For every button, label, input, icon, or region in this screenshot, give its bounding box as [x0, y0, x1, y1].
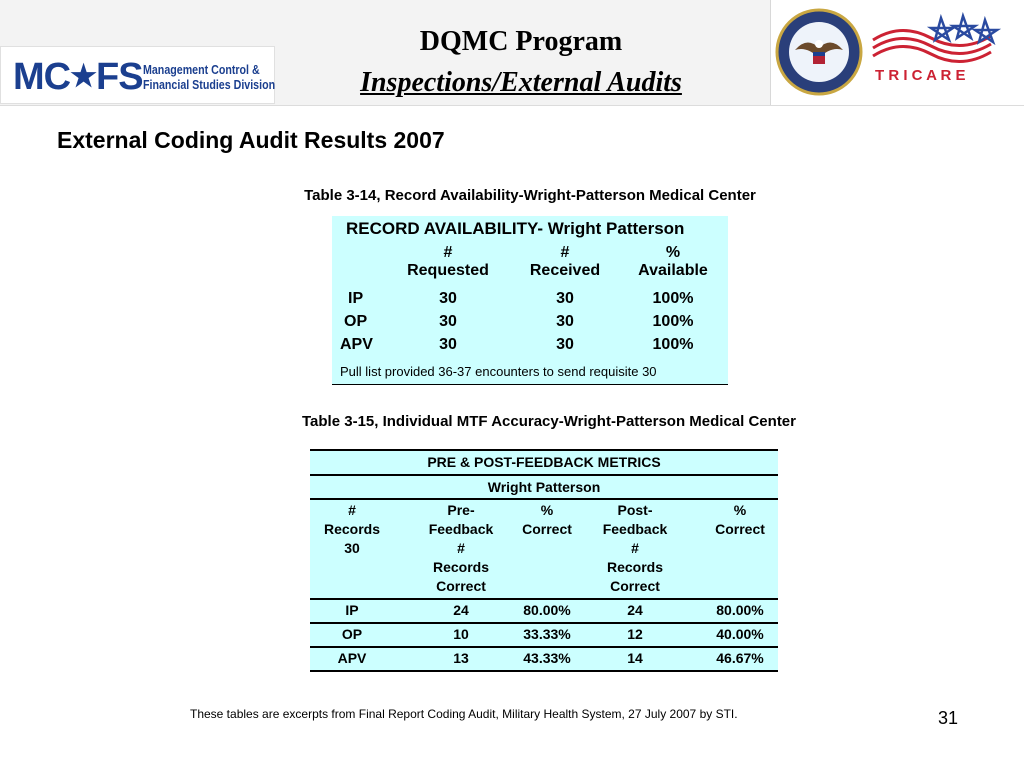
table2-cell: 14: [627, 650, 643, 666]
mtf-accuracy-table: [310, 449, 778, 672]
dod-tricare-logo: [770, 0, 1024, 105]
table2-cell: 13: [453, 650, 469, 666]
table-rule: [310, 670, 778, 672]
tricare-brand-text: T R I C A R E: [875, 67, 966, 84]
table1-cell: 30: [556, 290, 574, 307]
table2-row-label: APV: [337, 650, 367, 666]
table1-header-requested: # Requested: [407, 244, 489, 279]
mcfs-logo-mark: MC★FS: [13, 56, 143, 98]
footnote: These tables are excerpts from Final Report Coding Audit, Military Health System, 27 July 2007 by STI.: [190, 707, 738, 721]
table2-caption: Table 3-15, Individual MTF Accuracy-Wright-Patterson Medical Center: [302, 413, 796, 430]
star-icon: ★: [70, 60, 97, 93]
table1-row-label: OP: [344, 313, 368, 330]
table1-cell: 30: [439, 290, 457, 307]
table-rule: [310, 598, 778, 600]
table1-title: RECORD AVAILABILITY- Wright Patterson: [346, 219, 685, 238]
table2-cell: 46.67%: [716, 650, 764, 666]
table1-cell: 100%: [652, 313, 694, 330]
table2-subtitle: Wright Patterson: [487, 479, 601, 495]
table-rule: [310, 449, 778, 451]
table1-header-received: # Received: [529, 244, 601, 279]
table1-cell: 100%: [652, 290, 694, 307]
table2-row-label: IP: [345, 602, 359, 618]
table1-note: Pull list provided 36-37 encounters to send requisite 30: [340, 364, 657, 379]
table-rule: [310, 474, 778, 476]
table2-header-post-correct: % Correct: [715, 502, 765, 537]
table-rule: [310, 498, 778, 500]
table2-cell: 24: [453, 602, 469, 618]
table2-cell: 12: [627, 626, 643, 642]
table1-caption: Table 3-14, Record Availability-Wright-Patterson Medical Center: [304, 187, 756, 204]
table1-cell: 30: [556, 313, 574, 330]
table2-header-pre-feedback: Pre- Feedback # Records Correct: [428, 502, 494, 594]
mcfs-logo-text: Management Control & Financial Studies Division: [143, 62, 276, 92]
page-subtitle: Inspections/External Audits: [360, 67, 682, 98]
record-availability-table: [332, 216, 728, 385]
table2-cell: 80.00%: [716, 602, 764, 618]
table2-row-label: OP: [341, 626, 363, 642]
dod-seal-icon: [777, 10, 861, 94]
table2-title: PRE & POST-FEEDBACK METRICS: [427, 454, 661, 470]
table2-cell: 40.00%: [716, 626, 764, 642]
page-title: DQMC Program: [419, 26, 623, 57]
table1-cell: 30: [439, 336, 457, 353]
mcfs-logo: [0, 46, 275, 104]
table1-row-label: APV: [340, 336, 373, 353]
table-rule: [310, 646, 778, 648]
table2-cell: 24: [627, 602, 643, 618]
table2-cell: 43.33%: [523, 650, 571, 666]
table2-header-post-feedback: Post- Feedback # Records Correct: [602, 502, 668, 594]
table-rule: [310, 622, 778, 624]
table1-cell: 100%: [652, 336, 694, 353]
table1-cell: 30: [439, 313, 457, 330]
table1-row-label: IP: [348, 290, 364, 307]
section-title: External Coding Audit Results 2007: [57, 127, 445, 153]
table2-header-pre-correct: % Correct: [522, 502, 572, 537]
table1-header-available: % Available: [638, 244, 708, 279]
table2-cell: 33.33%: [523, 626, 571, 642]
table2-header-records: # Records 30: [323, 502, 381, 556]
table2-cell: 80.00%: [523, 602, 571, 618]
table2-cell: 10: [453, 626, 469, 642]
page-number: 31: [938, 708, 959, 728]
tricare-logo-icon: [873, 16, 997, 62]
table1-cell: 30: [556, 336, 574, 353]
